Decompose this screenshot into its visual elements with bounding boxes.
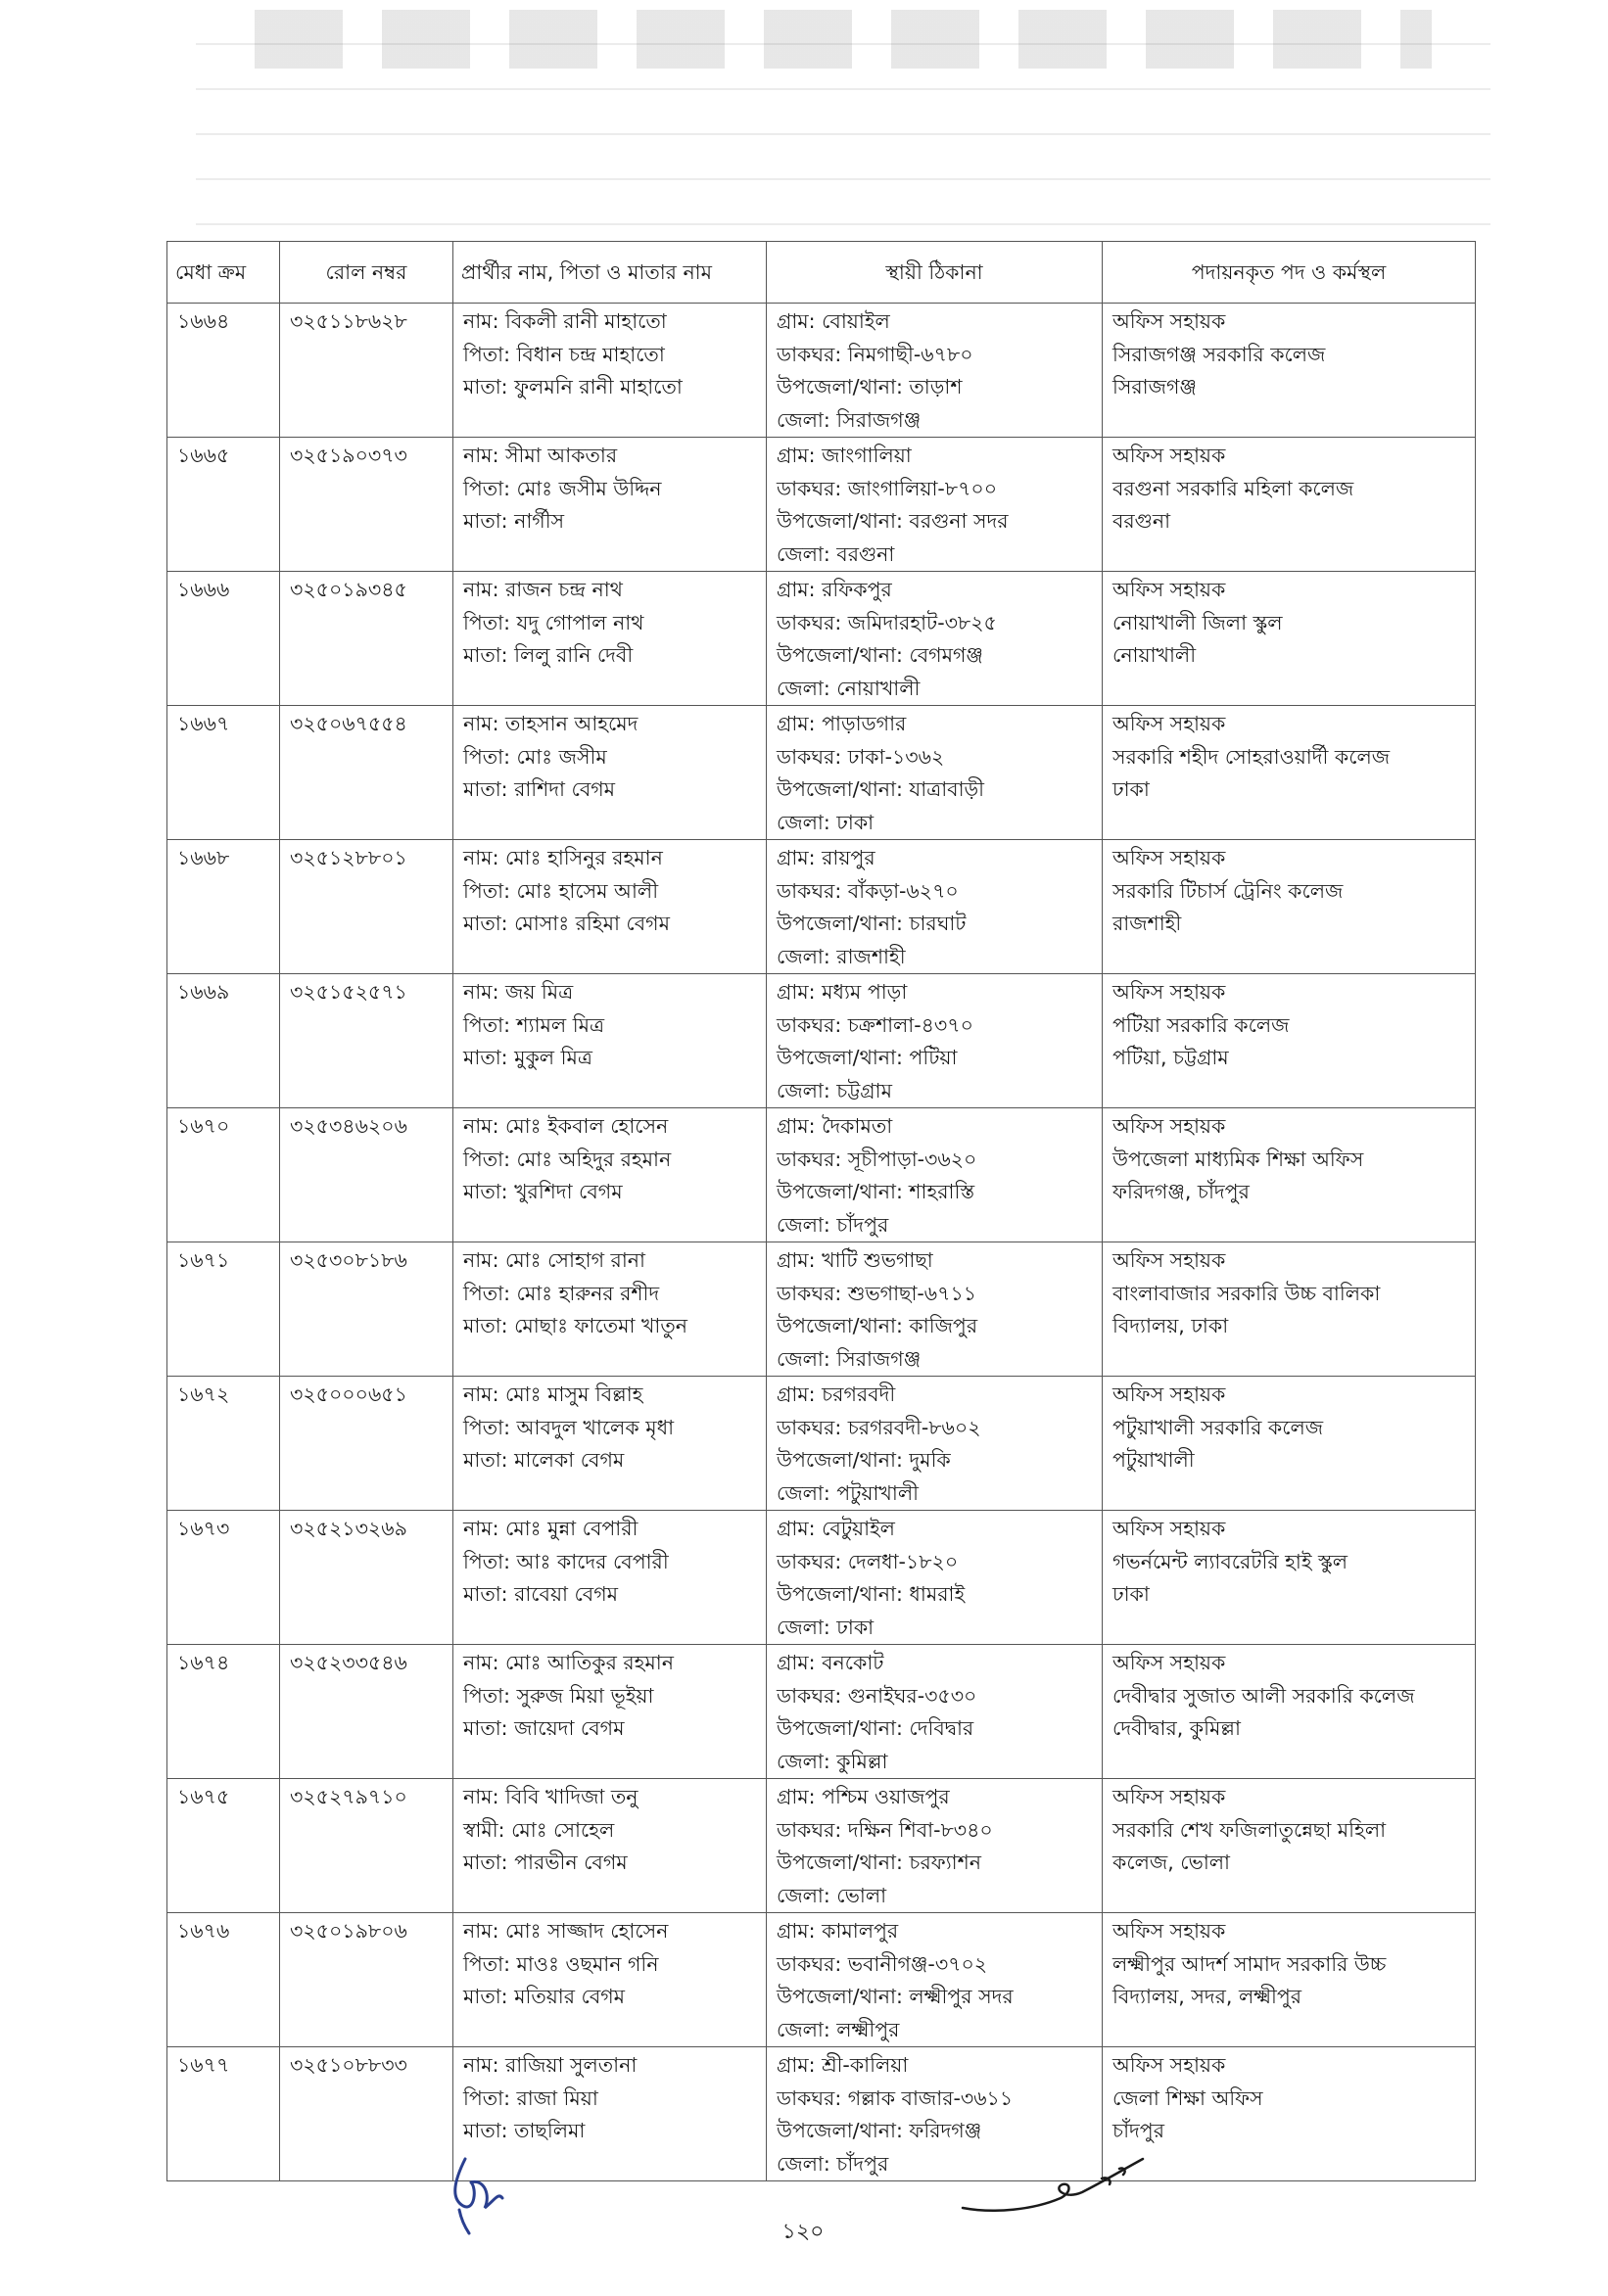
page-number: ১২০ xyxy=(781,2220,825,2244)
posting-line: বরগুনা সরকারি মহিলা কলেজ xyxy=(1112,476,1354,500)
address-line: গ্রাম: কামালপুর xyxy=(777,1919,899,1943)
table-row xyxy=(167,1645,1476,1779)
name-line: মাতা: নার্গীস xyxy=(463,509,565,533)
posting-line: অফিস সহায়ক xyxy=(1112,1382,1226,1406)
name-line: নাম: মোঃ ইকবাল হোসেন xyxy=(463,1114,669,1138)
address-line: জেলা: নোয়াখালী xyxy=(777,676,921,700)
posting-line: অফিস সহায়ক xyxy=(1112,309,1226,333)
posting-line: গভর্নমেন্ট ল্যাবরেটরি হাই স্কুল xyxy=(1112,1549,1348,1573)
posting-line: রাজশাহী xyxy=(1112,912,1182,935)
address-cell xyxy=(767,1779,1103,1913)
address-line: গ্রাম: রায়পুর xyxy=(777,846,875,869)
table-row xyxy=(167,706,1476,840)
table-row xyxy=(167,2047,1476,2181)
posting-line: নোয়াখালী xyxy=(1112,643,1197,667)
table-row xyxy=(167,1913,1476,2047)
posting-line: অফিস সহায়ক xyxy=(1112,1248,1226,1272)
address-line: ডাকঘর: নিমগাছী-৬৭৮০ xyxy=(777,342,973,366)
roll-number-cell: ৩২৫০১৯৩৪৫ xyxy=(280,572,453,706)
posting-line: ফরিদগঞ্জ, চাঁদপুর xyxy=(1112,1180,1250,1203)
address-line: গ্রাম: দৈকামতা xyxy=(777,1114,893,1138)
merit-serial-cell: ১৬৬৬ xyxy=(167,572,280,706)
merit-serial-cell: ১৬৭০ xyxy=(167,1108,280,1242)
merit-serial-cell: ১৬৭১ xyxy=(167,1242,280,1377)
candidate-name-cell xyxy=(453,974,767,1108)
address-line: গ্রাম: মধ্যম পাড়া xyxy=(777,980,908,1004)
posting-cell xyxy=(1103,840,1476,974)
posting-line: অফিস সহায়ক xyxy=(1112,1114,1226,1138)
table-row xyxy=(167,840,1476,974)
address-line: গ্রাম: খাটি শুভগাছা xyxy=(777,1248,933,1272)
merit-serial-cell: ১৬৬৮ xyxy=(167,840,280,974)
table-row xyxy=(167,1511,1476,1645)
roll-number-cell: ৩২৫৩৪৬২০৬ xyxy=(280,1108,453,1242)
address-line: গ্রাম: পাড়াডগার xyxy=(777,712,907,735)
name-line: পিতা: মোঃ জসীম উদ্দিন xyxy=(463,476,662,500)
posting-line: সিরাজগঞ্জ সরকারি কলেজ xyxy=(1112,342,1326,366)
header-roll-number: রোল নম্বর xyxy=(280,242,453,304)
name-line: নাম: মোঃ মাসুম বিল্লাহ xyxy=(463,1382,643,1406)
candidate-name-cell xyxy=(453,1645,767,1779)
roll-number-cell: ৩২৫১০৮৮৩৩ xyxy=(280,2047,453,2181)
name-line: নাম: মোঃ হাসিনুর রহমান xyxy=(463,846,663,869)
candidate-name-cell xyxy=(453,304,767,438)
posting-line: দেবীদ্বার, কুমিল্লা xyxy=(1112,1716,1241,1740)
table-row xyxy=(167,1779,1476,1913)
signature-right xyxy=(955,2149,1151,2227)
appointment-table xyxy=(166,241,1476,2181)
address-cell xyxy=(767,1511,1103,1645)
address-cell xyxy=(767,1645,1103,1779)
name-line: পিতা: আবদুল খালেক মৃধা xyxy=(463,1415,675,1439)
posting-cell xyxy=(1103,1645,1476,1779)
address-line: জেলা: কুমিল্লা xyxy=(777,1749,888,1773)
candidate-name-cell xyxy=(453,1779,767,1913)
posting-cell xyxy=(1103,974,1476,1108)
posting-line: অফিস সহায়ক xyxy=(1112,712,1226,735)
posting-cell xyxy=(1103,572,1476,706)
address-line: ডাকঘর: গুনাইঘর-৩৫৩০ xyxy=(777,1683,977,1708)
address-cell xyxy=(767,1108,1103,1242)
address-line: ডাকঘর: চক্রশালা-৪৩৭০ xyxy=(777,1012,973,1037)
merit-serial-cell: ১৬৭২ xyxy=(167,1377,280,1511)
name-line: নাম: রাজিয়া সুলতানা xyxy=(463,2053,638,2077)
merit-serial-cell: ১৬৭৪ xyxy=(167,1645,280,1779)
posting-line: অফিস সহায়ক xyxy=(1112,980,1226,1004)
posting-line: সরকারি শেখ ফজিলাতুন্নেছা মহিলা xyxy=(1112,1817,1387,1842)
candidate-name-cell xyxy=(453,1377,767,1511)
address-line: উপজেলা/থানা: বরগুনা সদর xyxy=(777,509,1009,533)
posting-line: অফিস সহায়ক xyxy=(1112,1651,1226,1674)
address-line: উপজেলা/থানা: লক্ষ্মীপুর সদর xyxy=(777,1985,1014,2008)
address-line: জেলা: সিরাজগঞ্জ xyxy=(777,407,922,432)
address-cell xyxy=(767,974,1103,1108)
roll-number-cell: ৩২৫০৬৭৫৫৪ xyxy=(280,706,453,840)
table-row xyxy=(167,974,1476,1108)
candidate-name-cell xyxy=(453,1108,767,1242)
address-line: গ্রাম: বনকোট xyxy=(777,1651,884,1674)
posting-line: সিরাজগঞ্জ xyxy=(1112,375,1197,398)
posting-line: অফিস সহায়ক xyxy=(1112,578,1226,601)
address-line: ডাকঘর: ঢাকা-১৩৬২ xyxy=(777,744,945,769)
name-line: মাতা: ফুলমনি রানী মাহাতো xyxy=(463,375,683,398)
merit-serial-cell: ১৬৭৬ xyxy=(167,1913,280,2047)
posting-line: বাংলাবাজার সরকারি উচ্চ বালিকা xyxy=(1112,1281,1381,1305)
posting-line: অফিস সহায়ক xyxy=(1112,2053,1226,2077)
name-line: নাম: তাহসান আহমেদ xyxy=(463,712,638,735)
posting-line: দেবীদ্বার সুজাত আলী সরকারি কলেজ xyxy=(1112,1683,1415,1708)
name-line: নাম: জয় মিত্র xyxy=(463,980,574,1004)
address-line: উপজেলা/থানা: ধামরাই xyxy=(777,1582,966,1606)
header-candidate-name: প্রার্থীর নাম, পিতা ও মাতার নাম xyxy=(453,242,767,304)
posting-line: অফিস সহায়ক xyxy=(1112,1919,1226,1943)
address-cell xyxy=(767,1242,1103,1377)
name-line: নাম: বিবি খাদিজা তনু xyxy=(463,1785,638,1808)
candidate-name-cell xyxy=(453,1242,767,1377)
address-line: উপজেলা/থানা: বেগমগঞ্জ xyxy=(777,643,983,667)
name-line: স্বামী: মোঃ সোহেল xyxy=(463,1817,615,1842)
posting-line: সরকারি শহীদ সোহরাওয়ার্দী কলেজ xyxy=(1112,744,1391,769)
name-line: মাতা: খুরশিদা বেগম xyxy=(463,1180,623,1203)
posting-cell xyxy=(1103,1913,1476,2047)
address-cell xyxy=(767,1913,1103,2047)
address-cell xyxy=(767,572,1103,706)
posting-line: অফিস সহায়ক xyxy=(1112,846,1226,869)
posting-line: পটিয়া, চট্টগ্রাম xyxy=(1112,1046,1229,1069)
roll-number-cell: ৩২৫০১৯৮০৬ xyxy=(280,1913,453,2047)
address-line: জেলা: রাজশাহী xyxy=(777,944,906,968)
address-line: জেলা: ঢাকা xyxy=(777,810,875,834)
address-line: জেলা: চাঁদপুর xyxy=(777,1212,889,1237)
name-line: পিতা: মোঃ জসীম xyxy=(463,744,607,769)
name-line: পিতা: রাজা মিয়া xyxy=(463,2085,598,2110)
posting-line: বিদ্যালয়, সদর, লক্ষ্মীপুর xyxy=(1112,1985,1302,2008)
address-line: গ্রাম: বেটুয়াইল xyxy=(777,1517,895,1540)
address-line: উপজেলা/থানা: যাত্রাবাড়ী xyxy=(777,777,985,801)
address-line: উপজেলা/থানা: শাহরাস্তি xyxy=(777,1180,975,1203)
address-line: উপজেলা/থানা: দেবিদ্বার xyxy=(777,1716,974,1740)
address-line: ডাকঘর: বাঁকড়া-৬২৭০ xyxy=(777,878,959,903)
table-header-row xyxy=(167,242,1476,304)
merit-serial-cell: ১৬৬৯ xyxy=(167,974,280,1108)
posting-line: ঢাকা xyxy=(1112,1582,1150,1606)
name-line: নাম: মোঃ সাজ্জাদ হোসেন xyxy=(463,1919,669,1943)
merit-serial-cell: ১৬৬৪ xyxy=(167,304,280,438)
roll-number-cell: ৩২৫৩০৮১৮৬ xyxy=(280,1242,453,1377)
address-line: গ্রাম: শ্রী-কালিয়া xyxy=(777,2053,909,2077)
name-line: পিতা: আঃ কাদের বেপারী xyxy=(463,1549,669,1573)
merit-serial-cell: ১৬৬৫ xyxy=(167,438,280,572)
address-line: উপজেলা/থানা: দুমকি xyxy=(777,1448,951,1472)
name-line: মাতা: মতিয়ার বেগম xyxy=(463,1985,626,2008)
address-line: উপজেলা/থানা: চারঘাট xyxy=(777,912,967,935)
roll-number-cell: ৩২৫১১৮৬২৮ xyxy=(280,304,453,438)
address-line: জেলা: ঢাকা xyxy=(777,1615,875,1639)
header-permanent-address: স্থায়ী ঠিকানা xyxy=(767,242,1103,304)
name-line: পিতা: যদু গোপাল নাথ xyxy=(463,610,644,634)
name-line: মাতা: রাশিদা বেগম xyxy=(463,777,616,801)
posting-cell xyxy=(1103,706,1476,840)
address-line: উপজেলা/থানা: চরফ্যাশন xyxy=(777,1851,981,1874)
posting-cell xyxy=(1103,1377,1476,1511)
name-line: মাতা: মুকুল মিত্র xyxy=(463,1046,592,1069)
table-body xyxy=(167,304,1476,2181)
address-line: উপজেলা/থানা: কাজিপুর xyxy=(777,1314,978,1337)
name-line: পিতা: মোঃ হাসেম আলী xyxy=(463,878,659,903)
name-line: পিতা: মাওঃ ওছমান গনি xyxy=(463,1951,659,1976)
table-row xyxy=(167,304,1476,438)
address-line: ডাকঘর: ভবানীগঞ্জ-৩৭০২ xyxy=(777,1951,988,1976)
table-row xyxy=(167,1242,1476,1377)
posting-line: চাঁদপুর xyxy=(1112,2119,1164,2142)
roll-number-cell: ৩২৫১২৮৮০১ xyxy=(280,840,453,974)
merit-serial-cell: ১৬৭৫ xyxy=(167,1779,280,1913)
address-cell xyxy=(767,706,1103,840)
name-line: পিতা: সুরুজ মিয়া ভূইয়া xyxy=(463,1683,654,1708)
posting-line: পটুয়াখালী সরকারি কলেজ xyxy=(1112,1415,1324,1439)
name-line: মাতা: তাছলিমা xyxy=(463,2119,586,2142)
posting-line: সরকারি টিচার্স ট্রেনিং কলেজ xyxy=(1112,878,1344,903)
address-line: জেলা: সিরাজগঞ্জ xyxy=(777,1346,922,1371)
table-row xyxy=(167,1377,1476,1511)
name-line: মাতা: পারভীন বেগম xyxy=(463,1851,628,1874)
address-cell xyxy=(767,1377,1103,1511)
roll-number-cell: ৩২৫২১৩২৬৯ xyxy=(280,1511,453,1645)
address-cell xyxy=(767,840,1103,974)
address-line: উপজেলা/থানা: পটিয়া xyxy=(777,1046,958,1069)
name-line: নাম: সীমা আকতার xyxy=(463,444,618,467)
posting-line: উপজেলা মাধ্যমিক শিক্ষা অফিস xyxy=(1112,1147,1364,1171)
address-line: ডাকঘর: গল্লাক বাজার-৩৬১১ xyxy=(777,2085,1014,2110)
candidate-name-cell xyxy=(453,438,767,572)
address-cell xyxy=(767,304,1103,438)
address-line: গ্রাম: বোয়াইল xyxy=(777,309,890,333)
name-line: পিতা: মোঃ হারুনর রশীদ xyxy=(463,1281,660,1305)
address-line: গ্রাম: চরগরবদী xyxy=(777,1382,896,1406)
candidate-name-cell xyxy=(453,1913,767,2047)
name-line: মাতা: মালেকা বেগম xyxy=(463,1448,625,1472)
roll-number-cell: ৩২৫১৫২৫৭১ xyxy=(280,974,453,1108)
posting-line: বিদ্যালয়, ঢাকা xyxy=(1112,1314,1229,1337)
posting-cell xyxy=(1103,1108,1476,1242)
name-line: মাতা: লিলু রানি দেবী xyxy=(463,643,634,667)
address-line: জেলা: চাঁদপুর xyxy=(777,2151,889,2176)
address-line: গ্রাম: জাংগালিয়া xyxy=(777,444,912,467)
address-line: ডাকঘর: জাংগালিয়া-৮৭০০ xyxy=(777,476,998,500)
posting-line: অফিস সহায়ক xyxy=(1112,444,1226,467)
address-line: জেলা: বরগুনা xyxy=(777,541,895,566)
name-line: পিতা: বিধান চন্দ্র মাহাতো xyxy=(463,342,665,366)
address-line: জেলা: ভোলা xyxy=(777,1883,887,1907)
candidate-name-cell xyxy=(453,706,767,840)
name-line: মাতা: রাবেয়া বেগম xyxy=(463,1582,619,1606)
name-line: মাতা: মোছাঃ ফাতেমা খাতুন xyxy=(463,1314,687,1337)
posting-line: পটিয়া সরকারি কলেজ xyxy=(1112,1012,1290,1037)
table-row xyxy=(167,1108,1476,1242)
address-line: ডাকঘর: দক্ষিন শিবা-৮৩৪০ xyxy=(777,1817,993,1842)
posting-line: বরগুনা xyxy=(1112,509,1171,533)
name-line: মাতা: জায়েদা বেগম xyxy=(463,1716,625,1740)
signature-left xyxy=(436,2149,524,2237)
roll-number-cell: ৩২৫১৯০৩৭৩ xyxy=(280,438,453,572)
name-line: নাম: রাজন চন্দ্র নাথ xyxy=(463,578,623,601)
merit-serial-cell: ১৬৬৭ xyxy=(167,706,280,840)
address-line: ডাকঘর: দেলধা-১৮২০ xyxy=(777,1549,959,1573)
merit-serial-cell: ১৬৭৩ xyxy=(167,1511,280,1645)
posting-line: অফিস সহায়ক xyxy=(1112,1517,1226,1540)
address-line: ডাকঘর: শুভগাছা-৬৭১১ xyxy=(777,1281,977,1305)
name-line: মাতা: মোসাঃ রহিমা বেগম xyxy=(463,912,670,935)
address-line: জেলা: পটুয়াখালী xyxy=(777,1480,919,1505)
address-line: জেলা: চট্টগ্রাম xyxy=(777,1078,892,1102)
posting-line: জেলা শিক্ষা অফিস xyxy=(1112,2085,1263,2110)
name-line: পিতা: শ্যামল মিত্র xyxy=(463,1012,605,1037)
merit-serial-cell: ১৬৭৭ xyxy=(167,2047,280,2181)
posting-line: কলেজ, ভোলা xyxy=(1112,1851,1230,1874)
candidate-name-cell xyxy=(453,840,767,974)
address-line: উপজেলা/থানা: ফরিদগঞ্জ xyxy=(777,2119,982,2142)
name-line: নাম: বিকলী রানী মাহাতো xyxy=(463,309,667,333)
address-cell xyxy=(767,438,1103,572)
posting-cell xyxy=(1103,1779,1476,1913)
name-line: পিতা: মোঃ অহিদুর রহমান xyxy=(463,1147,672,1171)
posting-line: লক্ষ্মীপুর আদর্শ সামাদ সরকারি উচ্চ xyxy=(1112,1951,1387,1976)
posting-cell xyxy=(1103,304,1476,438)
posting-line: নোয়াখালী জিলা স্কুল xyxy=(1112,610,1283,634)
address-line: জেলা: লক্ষ্মীপুর xyxy=(777,2017,900,2041)
posting-line: অফিস সহায়ক xyxy=(1112,1785,1226,1808)
address-line: উপজেলা/থানা: তাড়াশ xyxy=(777,375,963,398)
header-merit-serial: মেধা ক্রম xyxy=(167,242,280,304)
name-line: নাম: মোঃ সোহাগ রানা xyxy=(463,1248,645,1272)
posting-line: পটুয়াখালী xyxy=(1112,1448,1195,1472)
roll-number-cell: ৩২৫০০০৬৫১ xyxy=(280,1377,453,1511)
address-line: ডাকঘর: চরগরবদী-৮৬০২ xyxy=(777,1415,981,1439)
posting-cell xyxy=(1103,438,1476,572)
header-posting: পদায়নকৃত পদ ও কর্মস্থল xyxy=(1103,242,1476,304)
roll-number-cell: ৩২৫২৭৯৭১০ xyxy=(280,1779,453,1913)
candidate-name-cell xyxy=(453,572,767,706)
name-line: নাম: মোঃ আতিকুর রহমান xyxy=(463,1651,674,1674)
address-line: গ্রাম: পশ্চিম ওয়াজপুর xyxy=(777,1785,950,1808)
address-line: ডাকঘর: সূচীপাড়া-৩৬২০ xyxy=(777,1147,977,1171)
bleed-through-header xyxy=(255,10,1432,69)
candidate-name-cell xyxy=(453,1511,767,1645)
roll-number-cell: ৩২৫২৩৩৫৪৬ xyxy=(280,1645,453,1779)
posting-cell xyxy=(1103,1511,1476,1645)
posting-line: ঢাকা xyxy=(1112,777,1150,801)
name-line: নাম: মোঃ মুন্না বেপারী xyxy=(463,1517,638,1540)
address-line: ডাকঘর: জমিদারহাট-৩৮২৫ xyxy=(777,610,997,634)
address-line: গ্রাম: রফিকপুর xyxy=(777,578,892,601)
posting-cell xyxy=(1103,2047,1476,2181)
posting-cell xyxy=(1103,1242,1476,1377)
table-row xyxy=(167,438,1476,572)
table-row xyxy=(167,572,1476,706)
